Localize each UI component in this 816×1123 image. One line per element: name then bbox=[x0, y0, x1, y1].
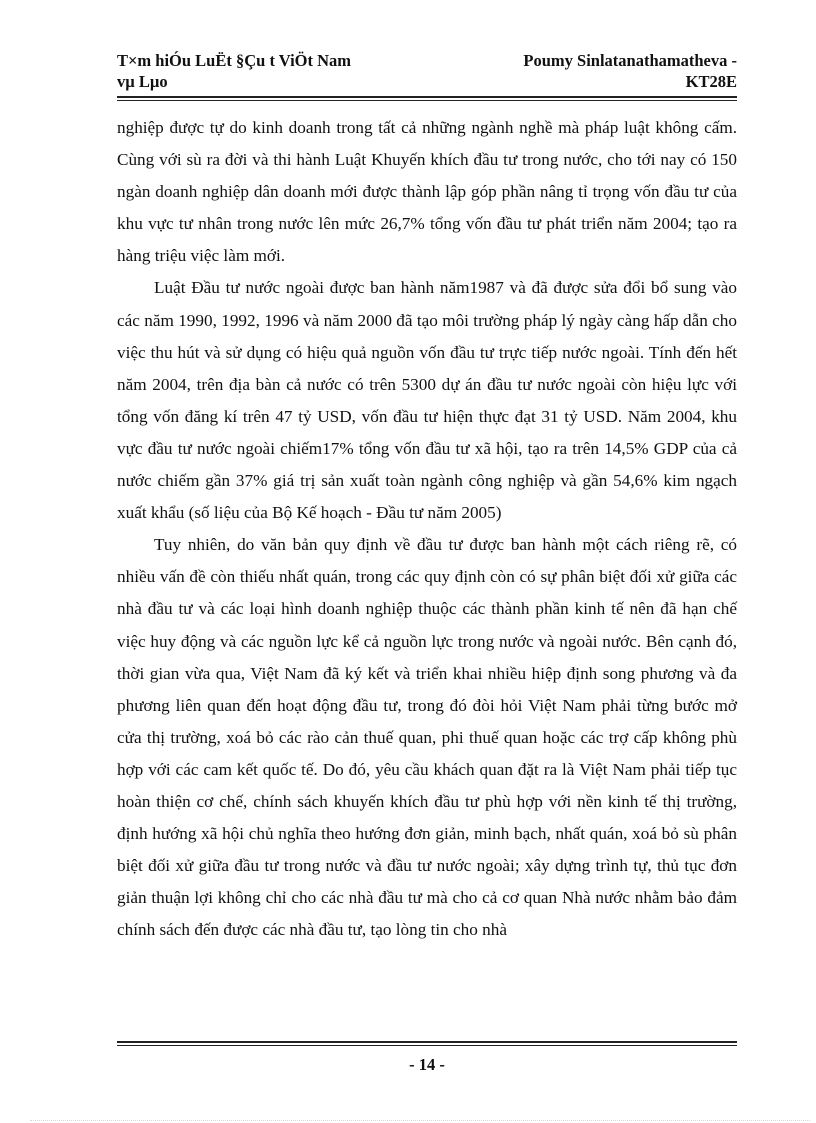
page-number: - 14 - bbox=[409, 1055, 445, 1074]
header-title-line2: vµ Lµo bbox=[117, 72, 168, 91]
header-title-line1: T×m hiÓu LuËt §Çu t ViÖt Nam bbox=[117, 51, 352, 70]
header-author-line2: KT28E bbox=[685, 72, 737, 91]
header-author-line1: Poumy Sinlatanathamatheva - bbox=[523, 51, 737, 70]
header-author bbox=[407, 50, 737, 92]
footer-divider bbox=[117, 1041, 737, 1046]
header-divider bbox=[117, 96, 737, 101]
paragraph-3: Tuy nhiên, do văn bản quy định về đầu tư được ban hành một cách riêng rẽ, có nhiều vấn đề còn thiếu nhất quán, trong các quy định còn có sự phân biệt đối xử giữa các nhà đầu tư và các loại hình doanh nghiệp thuộc các thành phần kinh tế nên đã hạn chế việc huy động và các nguồn lực kể cả nguồn lực trong nước và ngoài nước. Bên cạnh đó, thời gian vừa qua, Việt Nam đã ký kết và triển khai nhiều hiệp định song phương và đa phương liên quan đến hoạt động đầu tư, trong đó đòi hỏi Việt Nam phải từng bước mở cửa thị trường, xoá bỏ các rào cản thuế quan, phi thuế quan hoặc các trợ cấp không phù hợp với các cam kết quốc tế. Do đó, yêu cầu khách quan đặt ra là Việt Nam phải tiếp tục hoàn thiện cơ chế, chính sách khuyến khích đầu tư phù hợp với nền kinh tế thị trường, định hướng xã hội chủ nghĩa theo hướng đơn giản, minh bạch, nhất quán, xoá bỏ sù phân biệt đối xử giữa đầu tư trong nước và đầu tư nước ngoài; xây dựng trình tự, thủ tục đơn giản thuận lợi không chỉ cho các nhà đầu tư mà cho cả cơ quan Nhà nước nhằm bảo đảm chính sách đến được các nhà đầu tư, tạo lòng tin cho nhà bbox=[117, 535, 737, 940]
paragraph-1: nghiệp được tự do kinh doanh trong tất cả những ngành nghề mà pháp luật không cấm. Cùng với sù ra đời và thi hành Luật Khuyến khích đầu tư trong nước, cho tới nay có 150 ngàn doanh nghiệp dân doanh mới được thành lập góp phần nâng tỉ trọng vốn đầu tư của khu vực tư nhân trong nước lên mức 26,7% tổng vốn đầu tư phát triển năm 2004; tạo ra hàng triệu việc làm mới. bbox=[117, 118, 737, 266]
paragraph-2: Luật Đầu tư nước ngoài được ban hành năm1987 và đã được sửa đổi bổ sung vào các năm 1990, 1992, 1996 và năm 2000 đã tạo môi trường pháp lý ngày càng hấp dẫn cho việc thu hút và sử dụng có hiệu quả nguồn vốn đầu tư trực tiếp nước ngoài. Tính đến hết năm 2004, trên địa bàn cả nước có trên 5300 dự án đầu tư nước ngoài còn hiệu lực với tổng vốn đăng kí trên 47 tỷ USD, vốn đầu tư hiện thực đạt 31 tỷ USD. Năm 2004, khu vực đầu tư nước ngoài chiếm17% tổng vốn đầu tư xã hội, tạo ra trên 14,5% GDP của cả nước chiếm gần 37% giá trị sản xuất toàn ngành công nghiệp và gần 54,6% kim ngạch xuất khẩu (số liệu của Bộ Kế hoạch - Đầu tư năm 2005) bbox=[117, 278, 737, 523]
body-text bbox=[117, 112, 737, 946]
page-header bbox=[117, 50, 737, 94]
page-edge-dotted-line bbox=[30, 1120, 810, 1121]
header-title bbox=[117, 50, 447, 92]
